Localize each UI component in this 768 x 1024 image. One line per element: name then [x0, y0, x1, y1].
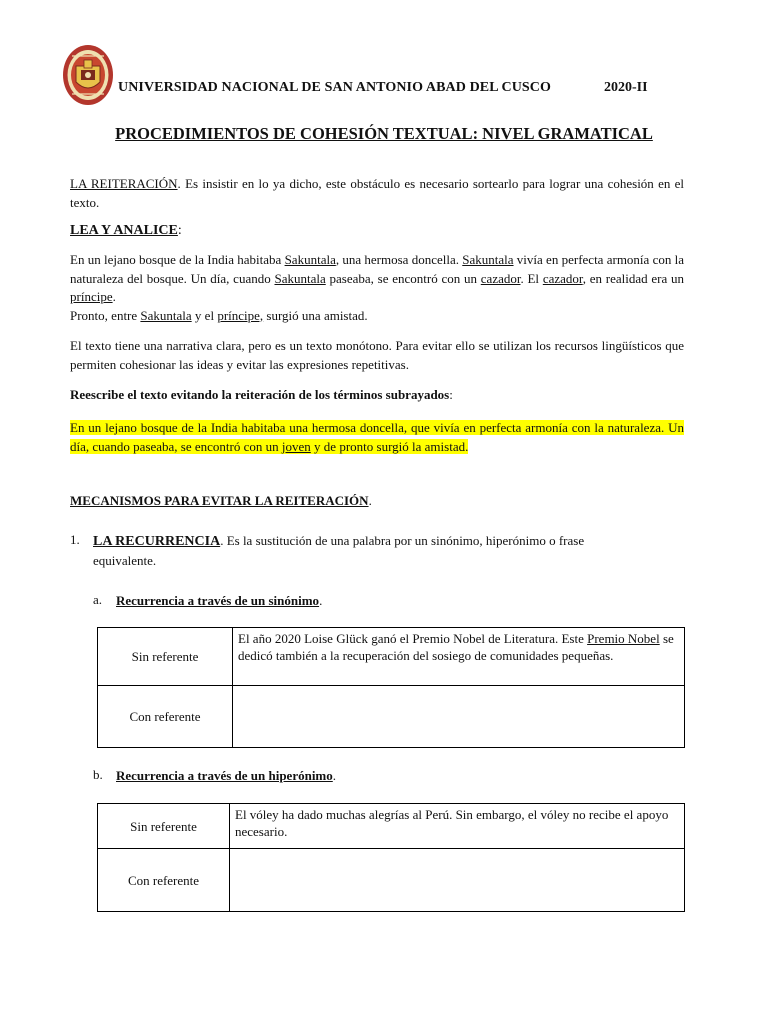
list-letter: b.: [93, 767, 103, 782]
reiteracion-definition: . Es insistir en lo ya dicho, este obstáculo es necesario sortearlo para lograr una cohesión en el texto.: [70, 176, 684, 210]
story-underlined-word: Sakuntala: [462, 252, 514, 267]
table-row: [98, 849, 685, 912]
story-underlined-word: Sakuntala: [284, 252, 336, 267]
story-text: . El: [520, 270, 543, 286]
hiperonimo-dot: .: [332, 768, 337, 783]
lea-heading-line: [70, 222, 684, 241]
row-text-part: El año 2020 Loise Glück ganó el Premio Nobel de Literatura. Este: [238, 631, 588, 646]
university-crest-icon: [62, 44, 114, 106]
reiteracion-heading: LA REITERACIÓN: [70, 176, 178, 191]
row-label: Sin referente: [98, 804, 230, 849]
story-text: , en realidad era un: [582, 270, 684, 286]
row-label: Con referente: [98, 686, 233, 748]
answer-underlined-word: joven: [281, 438, 311, 454]
rewrite-colon: :: [449, 387, 453, 402]
sinonimo-table: [97, 627, 685, 748]
page-title: PROCEDIMIENTOS DE COHESIÓN TEXTUAL: NIVEL GRAMATICAL: [115, 124, 653, 143]
story-text: En un lejano bosque de la India habitaba: [70, 252, 285, 267]
row-text-underlined: Premio Nobel: [587, 631, 660, 646]
hiperonimo-table: [97, 803, 685, 912]
row-text: [233, 628, 685, 686]
answer-text: y de pronto surgió la amistad.: [310, 438, 469, 454]
hiperonimo-heading: Recurrencia a través de un hiperónimo: [116, 768, 333, 783]
story-text: y el: [191, 307, 218, 323]
reiteracion-paragraph: [70, 175, 684, 212]
story-text: Pronto, entre: [70, 307, 141, 323]
row-text-part: se dedicó también a la recuperación del sosiego de comunidades pequeñas.: [238, 631, 674, 663]
story-underlined-word: cazador: [480, 270, 521, 286]
sinonimo-heading: Recurrencia a través de un sinónimo: [116, 593, 320, 608]
recurrencia-definition: . Es la sustitución de una palabra por un sinónimo, hiperónimo o frase: [220, 533, 585, 548]
row-label: Con referente: [98, 849, 230, 912]
table-row: [98, 686, 685, 748]
story-text: .: [112, 289, 116, 304]
sinonimo-heading-line: [116, 592, 516, 611]
story-paragraph: [70, 251, 684, 325]
answer-cell[interactable]: [230, 849, 685, 912]
academic-term: 2020-II: [604, 80, 648, 95]
story-text: surgió una amistad.: [263, 307, 368, 323]
rewrite-instruction-line: [70, 386, 684, 405]
lea-colon: :: [177, 223, 182, 238]
lea-heading: LEA Y ANALICE: [70, 223, 178, 238]
answer-cell[interactable]: [233, 686, 685, 748]
story-text: paseaba, se encontró con un: [325, 270, 481, 286]
story-text: , una hermosa doncella.: [335, 252, 463, 267]
analysis-paragraph: El texto tiene una narrativa clara, pero es un texto monótono. Para evitar ello se utilizan los recursos lingüísticos que permiten cohesionar las ideas y evitar las expresiones repetitivas.: [70, 338, 684, 372]
recurrencia-paragraph: [93, 532, 653, 570]
table-row: [98, 628, 685, 686]
list-letter: a.: [93, 592, 103, 607]
story-text: vivía en perfecta armonía con la naturaleza del bosque. Un día, cuando: [70, 252, 684, 286]
sinonimo-dot: .: [319, 593, 323, 608]
row-text: El vóley ha dado muchas alegrías al Perú. Sin embargo, el vóley no recibe el apoyo necesario.: [230, 804, 685, 849]
story-underlined-word: Sakuntala: [140, 307, 192, 323]
row-label: Sin referente: [98, 628, 233, 686]
recurrencia-definition-continued: equivalente.: [93, 552, 157, 568]
answer-text: En un lejano bosque de la India habitaba una hermosa doncella, que vivía en perfecta armonía con la naturaleza. Un día, cuando paseaba, se encontró con un: [70, 420, 684, 454]
mecanismos-heading-line: [70, 492, 684, 511]
recurrencia-heading: LA RECURRENCIA: [93, 534, 221, 549]
mecanismos-heading: MECANISMOS PARA EVITAR LA REITERACIÓN: [70, 493, 369, 508]
university-name: UNIVERSIDAD NACIONAL DE SAN ANTONIO ABAD DEL CUSCO: [118, 80, 551, 95]
rewrite-answer: [70, 419, 684, 456]
mecanismos-dot: .: [368, 493, 372, 508]
story-underlined-word: príncipe,: [217, 307, 264, 323]
table-row: [98, 804, 685, 849]
story-underlined-word: príncipe: [70, 289, 113, 304]
hiperonimo-heading-line: [116, 767, 516, 786]
story-underlined-word: cazador: [542, 270, 583, 286]
rewrite-instruction: Reescribe el texto evitando la reiteración de los términos subrayados: [70, 387, 450, 402]
list-number: 1.: [70, 532, 80, 547]
story-underlined-word: Sakuntala: [274, 270, 326, 286]
